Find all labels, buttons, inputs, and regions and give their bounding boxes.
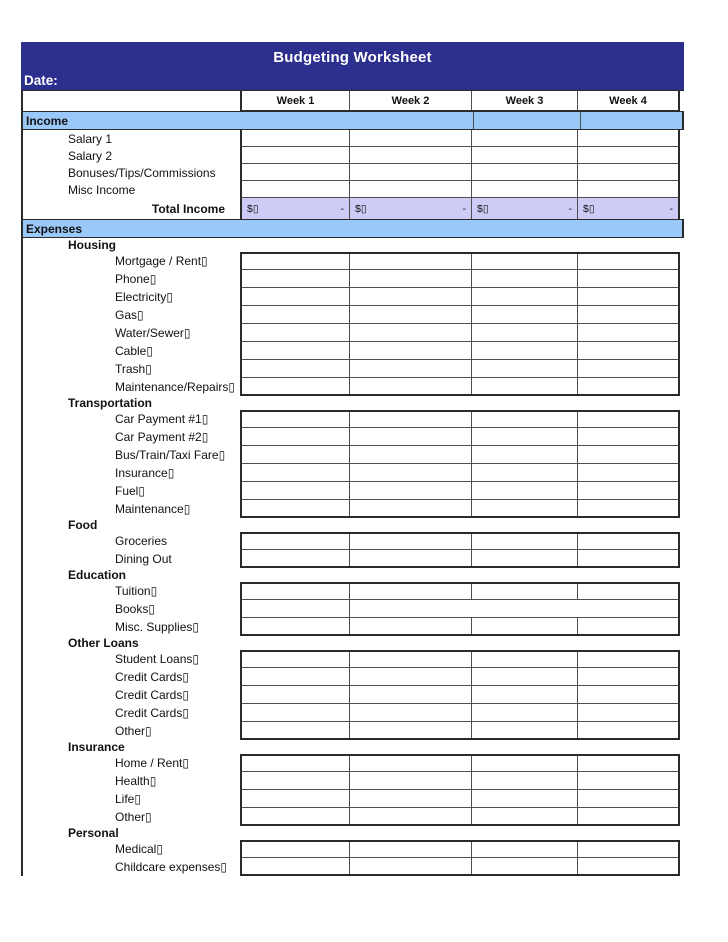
expense-row-other <box>23 722 684 740</box>
income-row-cells <box>240 181 680 198</box>
week-1-entry-cell[interactable] <box>242 842 350 857</box>
week-4-entry-cell[interactable] <box>578 288 678 305</box>
income-band-label: Income <box>26 113 69 128</box>
expense-row-cells <box>240 808 680 826</box>
expense-row-cells <box>240 446 680 464</box>
expense-row-tuition <box>23 582 684 600</box>
week-3-entry-cell[interactable] <box>472 668 578 685</box>
expense-row-cells <box>240 618 680 636</box>
week-1-entry-cell[interactable] <box>242 686 350 703</box>
week-2-entry-cell[interactable] <box>350 254 472 269</box>
week-1-entry-cell[interactable] <box>242 618 350 634</box>
expense-item-label: Trash▯ <box>115 362 152 376</box>
week-2-entry-cell[interactable] <box>350 550 472 566</box>
expense-row-maintenance-repairs <box>23 378 684 396</box>
week-4-entry-cell[interactable] <box>578 858 678 874</box>
expense-item-label: Health▯ <box>115 774 157 788</box>
week-3-entry-cell[interactable] <box>472 412 578 427</box>
section-header-food: Food <box>68 518 98 532</box>
currency-symbol: $▯ <box>355 202 367 215</box>
week-4-entry-cell[interactable] <box>578 618 678 634</box>
week-4-entry-cell[interactable] <box>578 130 678 146</box>
week-3-entry-cell[interactable] <box>472 808 578 824</box>
week-3-entry-cell[interactable] <box>472 790 578 807</box>
expense-row-other <box>23 808 684 826</box>
income-band-week4-cell <box>580 112 682 129</box>
expense-row-fuel <box>23 482 684 500</box>
expense-row-cells <box>240 482 680 500</box>
week-4-entry-cell[interactable] <box>578 550 678 566</box>
week-3-entry-cell[interactable] <box>472 550 578 566</box>
expense-row-cells <box>240 360 680 378</box>
week-header-row <box>23 91 684 111</box>
expense-row-health <box>23 772 684 790</box>
week-4-entry-cell[interactable] <box>578 652 678 667</box>
week-4-entry-cell[interactable] <box>578 464 678 481</box>
week-2-entry-cell[interactable] <box>350 790 472 807</box>
expense-item-label: Gas▯ <box>115 308 144 322</box>
week-2-entry-cell[interactable] <box>350 428 472 445</box>
expense-row-cells <box>240 722 680 740</box>
expense-item-label: Maintenance▯ <box>115 502 191 516</box>
week-1-entry-cell[interactable] <box>242 378 350 394</box>
expense-row-car-payment-2 <box>23 428 684 446</box>
expense-row-trash <box>23 360 684 378</box>
week-3-entry-cell[interactable] <box>472 342 578 359</box>
date-label: Date: <box>24 73 58 88</box>
expense-row-cells <box>240 532 680 550</box>
amount-dash: - <box>669 202 673 215</box>
week-1-entry-cell[interactable] <box>242 722 350 738</box>
week-1-entry-cell[interactable] <box>242 772 350 789</box>
total-income-week-2-cell <box>350 198 472 219</box>
income-row-bonuses-tips-commissions <box>23 164 684 181</box>
amount-dash: - <box>340 202 344 215</box>
week-4-entry-cell[interactable] <box>578 446 678 463</box>
expense-item-label: Groceries <box>115 534 168 548</box>
income-row-salary-2 <box>23 147 684 164</box>
week-2-entry-cell[interactable] <box>350 378 472 394</box>
week-2-entry-cell[interactable] <box>350 412 472 427</box>
week-1-entry-cell[interactable] <box>242 342 350 359</box>
week-4-entry-cell[interactable] <box>578 686 678 703</box>
expense-row-cells <box>240 582 680 600</box>
week-4-entry-cell[interactable] <box>578 482 678 499</box>
total-income-week-1-cell <box>242 198 350 219</box>
expense-row-cells <box>240 840 680 858</box>
expense-row-cells <box>240 288 680 306</box>
total-income-label: Total Income <box>151 201 225 216</box>
expense-item-label: Dining Out <box>115 552 172 566</box>
expense-item-label: Maintenance/Repairs▯ <box>115 380 235 394</box>
section-rows-housing <box>23 252 684 396</box>
week-3-entry-cell[interactable] <box>472 446 578 463</box>
week-3-entry-cell[interactable] <box>472 618 578 634</box>
expense-row-cells <box>240 790 680 808</box>
expense-row-electricity <box>23 288 684 306</box>
week-1-entry-cell[interactable] <box>242 790 350 807</box>
week-4-entry-cell[interactable] <box>578 306 678 323</box>
week-3-entry-cell[interactable] <box>472 147 578 163</box>
expenses-band-label: Expenses <box>26 221 83 236</box>
week-1-entry-cell[interactable] <box>242 482 350 499</box>
section-rows-personal <box>23 840 684 876</box>
week-4-entry-cell[interactable] <box>578 324 678 341</box>
expense-item-label: Other▯ <box>115 724 152 738</box>
date-value-field[interactable] <box>58 70 238 85</box>
total-income-row <box>23 198 684 219</box>
week-3-entry-cell[interactable] <box>472 686 578 703</box>
week-3-entry-cell[interactable] <box>472 584 578 599</box>
column-header-week-2: Week 2 <box>350 91 472 111</box>
budget-worksheet <box>21 42 684 876</box>
income-row-cells <box>240 164 680 181</box>
week-2-entry-cell[interactable] <box>350 288 472 305</box>
expense-row-cells <box>240 464 680 482</box>
section-header-transportation: Transportation <box>68 396 153 410</box>
week-3-entry-cell[interactable] <box>472 482 578 499</box>
expense-item-label: Credit Cards▯ <box>115 688 189 702</box>
currency-symbol: $▯ <box>477 202 489 215</box>
week-2-entry-cell[interactable] <box>350 772 472 789</box>
week-2-entry-cell[interactable] <box>350 270 472 287</box>
date-row <box>24 70 238 88</box>
week-2-entry-cell[interactable] <box>350 446 472 463</box>
expense-item-label: Water/Sewer▯ <box>115 326 191 340</box>
week-2-entry-cell[interactable] <box>350 482 472 499</box>
week-1-entry-cell[interactable] <box>242 412 350 427</box>
worksheet-grid <box>21 90 684 876</box>
expense-item-label: Tuition▯ <box>115 584 158 598</box>
week-3-entry-cell[interactable] <box>472 842 578 857</box>
week-3-entry-cell[interactable] <box>472 722 578 738</box>
week-2-entry-cell[interactable] <box>350 668 472 685</box>
week-3-entry-cell[interactable] <box>472 324 578 341</box>
expense-item-label: Car Payment #2▯ <box>115 430 209 444</box>
expense-row-childcare-expenses <box>23 858 684 876</box>
week-2-entry-cell[interactable] <box>350 808 472 824</box>
income-item-label: Misc Income <box>68 182 136 197</box>
week-3-entry-cell[interactable] <box>472 254 578 269</box>
week-1-entry-cell[interactable] <box>242 584 350 599</box>
currency-symbol: $▯ <box>583 202 595 215</box>
week-3-entry-cell[interactable] <box>472 181 578 197</box>
expense-row-cells <box>240 772 680 790</box>
week-2-entry-cell[interactable] <box>350 652 472 667</box>
total-income-cells <box>240 198 680 219</box>
expense-row-cells <box>240 858 680 876</box>
week-3-entry-cell[interactable] <box>472 704 578 721</box>
week-2-entry-cell[interactable] <box>350 130 472 146</box>
week-2-entry-cell[interactable] <box>350 181 472 197</box>
week-4-entry-cell[interactable] <box>578 808 678 824</box>
expense-item-label: Other▯ <box>115 810 152 824</box>
expense-sections <box>23 238 684 876</box>
section-rows-food <box>23 532 684 568</box>
section-header-personal: Personal <box>68 826 119 840</box>
income-rows <box>23 130 684 198</box>
week-4-entry-cell[interactable] <box>578 756 678 771</box>
expense-row-cells <box>240 550 680 568</box>
section-rows-transportation <box>23 410 684 518</box>
week-2-entry-cell[interactable] <box>350 360 472 377</box>
expense-row-cells <box>240 754 680 772</box>
week-2-entry-cell[interactable] <box>350 500 472 516</box>
week-1-entry-cell[interactable] <box>242 446 350 463</box>
expense-row-cells <box>240 410 680 428</box>
week-4-entry-cell[interactable] <box>578 500 678 516</box>
week-2-entry-cell[interactable] <box>350 618 472 634</box>
week-3-entry-cell[interactable] <box>472 164 578 180</box>
week-4-entry-cell[interactable] <box>578 584 678 599</box>
expense-item-label: Childcare expenses▯ <box>115 860 227 874</box>
week-1-entry-cell[interactable] <box>242 464 350 481</box>
income-item-label: Bonuses/Tips/Commissions <box>68 165 216 180</box>
week-3-entry-cell[interactable] <box>472 270 578 287</box>
income-row-misc-income <box>23 181 684 198</box>
expense-item-label: Cable▯ <box>115 344 153 358</box>
expense-row-life <box>23 790 684 808</box>
income-row-salary-1 <box>23 130 684 147</box>
week-1-entry-cell[interactable] <box>242 600 350 617</box>
expense-row-credit-cards <box>23 668 684 686</box>
expense-row-phone <box>23 270 684 288</box>
corner-spacer <box>23 91 240 111</box>
week-1-entry-cell[interactable] <box>242 668 350 685</box>
week-1-entry-cell[interactable] <box>242 808 350 824</box>
currency-symbol: $▯ <box>247 202 259 215</box>
week-2-entry-cell[interactable] <box>350 686 472 703</box>
week-1-entry-cell[interactable] <box>242 306 350 323</box>
section-rows-education <box>23 582 684 636</box>
week-3-entry-cell[interactable] <box>472 428 578 445</box>
week-3-entry-cell[interactable] <box>472 306 578 323</box>
expense-row-groceries <box>23 532 684 550</box>
expense-row-cells <box>240 342 680 360</box>
week-1-entry-cell[interactable] <box>242 254 350 269</box>
total-income-week-4-cell <box>578 198 678 219</box>
week-3-entry-cell[interactable] <box>472 772 578 789</box>
week-1-entry-cell[interactable] <box>242 324 350 341</box>
income-row-cells <box>240 147 680 164</box>
week-4-entry-cell[interactable] <box>578 772 678 789</box>
week-2-entry-cell[interactable] <box>350 147 472 163</box>
total-income-week-3-cell <box>472 198 578 219</box>
column-header-week-1: Week 1 <box>242 91 350 111</box>
expense-item-label: Fuel▯ <box>115 484 145 498</box>
week-1-entry-cell[interactable] <box>242 288 350 305</box>
week-4-entry-cell[interactable] <box>578 412 678 427</box>
week-3-entry-cell[interactable] <box>472 652 578 667</box>
expense-row-medical <box>23 840 684 858</box>
expense-row-insurance <box>23 464 684 482</box>
amount-dash: - <box>568 202 572 215</box>
week-1-entry-cell[interactable] <box>242 704 350 721</box>
week-4-entry-cell[interactable] <box>578 164 678 180</box>
week-4-entry-cell[interactable] <box>578 360 678 377</box>
expense-item-label: Electricity▯ <box>115 290 173 304</box>
week-1-entry-cell[interactable] <box>242 500 350 516</box>
week-1-entry-cell[interactable] <box>242 147 350 163</box>
week-1-entry-cell[interactable] <box>242 534 350 549</box>
week-2-entry-cell[interactable] <box>350 534 472 549</box>
week-3-entry-cell[interactable] <box>472 500 578 516</box>
week-4-entry-cell[interactable] <box>578 270 678 287</box>
week-2-entry-cell[interactable] <box>350 342 472 359</box>
week-4-entry-cell[interactable] <box>578 790 678 807</box>
week-1-entry-cell[interactable] <box>242 652 350 667</box>
expense-row-cells <box>240 686 680 704</box>
week-1-entry-cell[interactable] <box>242 181 350 197</box>
expense-row-car-payment-1 <box>23 410 684 428</box>
section-rows-insurance <box>23 754 684 826</box>
amount-dash: - <box>462 202 466 215</box>
expense-row-bus-train-taxi-fare <box>23 446 684 464</box>
section-header-housing: Housing <box>68 238 116 252</box>
expense-row-books <box>23 600 684 618</box>
expense-row-cells <box>240 600 680 618</box>
week-3-entry-cell[interactable] <box>472 858 578 874</box>
expense-item-label: Credit Cards▯ <box>115 670 189 684</box>
week-1-entry-cell[interactable] <box>242 360 350 377</box>
week-1-entry-cell[interactable] <box>242 270 350 287</box>
expense-row-cells <box>240 270 680 288</box>
week-2-entry-cell[interactable] <box>350 722 472 738</box>
week-3-entry-cell[interactable] <box>472 464 578 481</box>
expense-item-label: Medical▯ <box>115 842 163 856</box>
expense-row-home-rent <box>23 754 684 772</box>
expense-item-label: Car Payment #1▯ <box>115 412 209 426</box>
week-4-entry-cell[interactable] <box>578 704 678 721</box>
week-4-entry-cell[interactable] <box>578 342 678 359</box>
section-header-education: Education <box>68 568 127 582</box>
expense-row-water-sewer <box>23 324 684 342</box>
week-3-entry-cell[interactable] <box>472 534 578 549</box>
expense-row-cells <box>240 500 680 518</box>
expense-item-label: Home / Rent▯ <box>115 756 189 770</box>
worksheet-title: Budgeting Worksheet <box>273 49 432 66</box>
week-2-entry-cell[interactable] <box>350 306 472 323</box>
expense-item-label: Student Loans▯ <box>115 652 199 666</box>
week-2-entry-cell[interactable] <box>350 324 472 341</box>
section-rows-other-loans <box>23 650 684 740</box>
week-2-entry-cell[interactable] <box>350 842 472 857</box>
expense-row-cells <box>240 306 680 324</box>
week-1-entry-cell[interactable] <box>242 130 350 146</box>
week-1-entry-cell[interactable] <box>242 550 350 566</box>
expense-row-cells <box>240 252 680 270</box>
section-header-other-loans: Other Loans <box>68 636 139 650</box>
income-band-segment <box>23 112 473 129</box>
expense-row-cells <box>240 704 680 722</box>
expenses-band <box>23 219 684 238</box>
income-item-label: Salary 1 <box>68 131 113 146</box>
expense-row-credit-cards <box>23 704 684 722</box>
title-bar <box>21 42 684 90</box>
week-2-entry-cell[interactable] <box>350 756 472 771</box>
expense-row-cable <box>23 342 684 360</box>
week-2-entry-cell[interactable] <box>350 584 472 599</box>
week-1-entry-cell[interactable] <box>242 858 350 874</box>
expense-item-label: Insurance▯ <box>115 466 175 480</box>
expense-row-misc-supplies <box>23 618 684 636</box>
expense-row-maintenance <box>23 500 684 518</box>
section-header-insurance: Insurance <box>68 740 125 754</box>
week-3-entry-cell[interactable] <box>472 360 578 377</box>
expense-row-cells <box>240 428 680 446</box>
expense-row-cells <box>240 324 680 342</box>
expense-item-label: Mortgage / Rent▯ <box>115 254 208 268</box>
expense-row-student-loans <box>23 650 684 668</box>
week-3-entry-cell[interactable] <box>472 756 578 771</box>
week-1-entry-cell[interactable] <box>242 756 350 771</box>
expense-row-dining-out <box>23 550 684 568</box>
week-4-entry-cell[interactable] <box>578 842 678 857</box>
week-header-cells <box>240 91 680 111</box>
expense-item-label: Phone▯ <box>115 272 157 286</box>
week-2-4-merged-entry-cell[interactable] <box>350 600 678 617</box>
week-4-entry-cell[interactable] <box>578 378 678 394</box>
expense-item-label: Life▯ <box>115 792 141 806</box>
expense-row-cells <box>240 650 680 668</box>
expense-item-label: Misc. Supplies▯ <box>115 620 199 634</box>
week-3-entry-cell[interactable] <box>472 288 578 305</box>
expense-item-label: Credit Cards▯ <box>115 706 189 720</box>
week-4-entry-cell[interactable] <box>578 534 678 549</box>
week-2-entry-cell[interactable] <box>350 464 472 481</box>
income-item-label: Salary 2 <box>68 148 113 163</box>
column-header-week-4: Week 4 <box>578 91 678 111</box>
week-4-entry-cell[interactable] <box>578 668 678 685</box>
expense-row-cells <box>240 378 680 396</box>
income-row-cells <box>240 130 680 147</box>
expense-row-cells <box>240 668 680 686</box>
week-2-entry-cell[interactable] <box>350 704 472 721</box>
expense-item-label: Bus/Train/Taxi Fare▯ <box>115 448 226 462</box>
week-3-entry-cell[interactable] <box>472 130 578 146</box>
week-1-entry-cell[interactable] <box>242 164 350 180</box>
income-band-week3-cell <box>473 112 580 129</box>
expense-row-gas <box>23 306 684 324</box>
week-4-entry-cell[interactable] <box>578 254 678 269</box>
week-1-entry-cell[interactable] <box>242 428 350 445</box>
expense-row-mortgage-rent <box>23 252 684 270</box>
expense-item-label: Books▯ <box>115 602 155 616</box>
week-2-entry-cell[interactable] <box>350 164 472 180</box>
column-header-week-3: Week 3 <box>472 91 578 111</box>
week-4-entry-cell[interactable] <box>578 722 678 738</box>
week-2-entry-cell[interactable] <box>350 858 472 874</box>
week-4-entry-cell[interactable] <box>578 147 678 163</box>
week-4-entry-cell[interactable] <box>578 181 678 197</box>
expense-row-credit-cards <box>23 686 684 704</box>
week-4-entry-cell[interactable] <box>578 428 678 445</box>
week-3-entry-cell[interactable] <box>472 378 578 394</box>
income-band <box>23 111 684 130</box>
